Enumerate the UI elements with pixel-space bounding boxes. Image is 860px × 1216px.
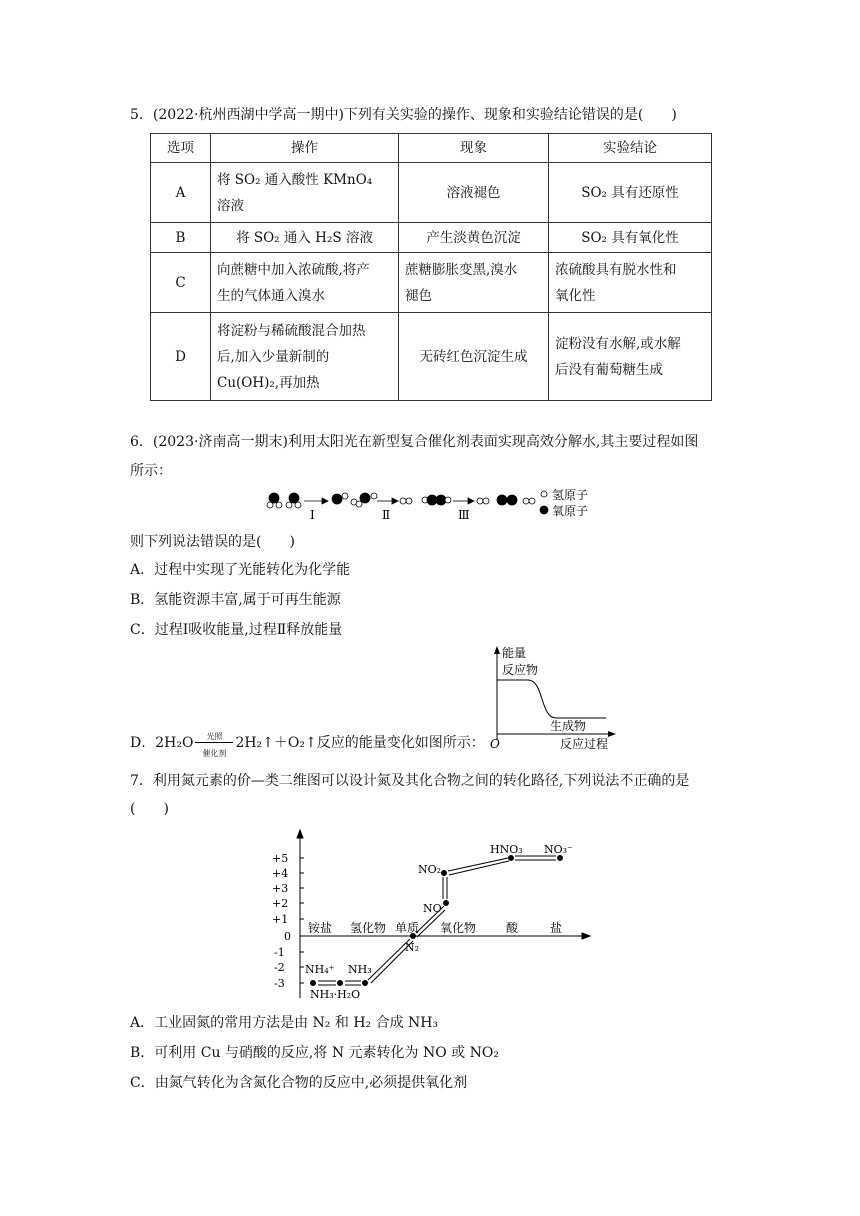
row-phenomenon: 蔗糖膨胀变黑,溴水 褪色 [399, 253, 549, 313]
species-label: HNO₃ [490, 843, 523, 856]
x-axis-label: 反应过程 [560, 737, 609, 751]
row-phenomenon: 无砖红色沉淀生成 [399, 313, 549, 401]
svg-text:-2: -2 [274, 961, 285, 974]
row-phenomenon: 产生淡黄色沉淀 [399, 223, 549, 253]
oxygen-legend-icon [540, 506, 548, 514]
reactant-label: 反应物 [502, 663, 539, 677]
category-label: 氧化物 [440, 921, 477, 935]
table-header-row [151, 134, 712, 163]
point-nh3h2o [338, 981, 343, 986]
table-row [151, 223, 712, 253]
row-conclusion: 淀粉没有水解,或水解 后没有葡萄糖生成 [549, 313, 712, 401]
svg-text:+5: +5 [272, 852, 289, 865]
header-conclusion: 实验结论 [549, 134, 712, 163]
q7-stem-line1: 7．利用氮元素的价—类二维图可以设计氮及其化合物之间的转化路径,下列说法不正确的是 [130, 773, 690, 789]
svg-text:+2: +2 [272, 897, 289, 910]
q6-option-a: A．过程中实现了光能转化为化学能 [130, 562, 351, 578]
step-label: Ⅰ [310, 508, 315, 522]
species-label: NO [423, 902, 442, 915]
species-label: NH₃·H₂O [310, 988, 361, 1001]
product-label: 生成物 [550, 719, 587, 733]
category-label: 酸 [506, 921, 519, 935]
legend-oxygen: 氧原子 [552, 504, 589, 518]
q6-option-c: C．过程Ⅰ吸收能量,过程Ⅱ释放能量 [130, 622, 343, 638]
species-label: NO₃⁻ [544, 843, 573, 856]
svg-text:+4: +4 [272, 867, 289, 880]
header-option: 选项 [151, 134, 211, 163]
header-operation: 操作 [211, 134, 399, 163]
row-operation: 向蔗糖中加入浓硫酸,将产 生的气体通入溴水 [211, 253, 399, 313]
experiment-table [150, 133, 712, 401]
q6-option-d: D．2H₂O 光照 催化剂 2H₂↑＋O₂↑反应的能量变化如图所示： [130, 732, 485, 758]
oxygen-atom [269, 493, 279, 503]
row-operation: 将 SO₂ 通入酸性 KMnO₄ 溶液 [211, 163, 399, 223]
legend-hydrogen: 氢原子 [552, 488, 589, 502]
category-label: 单质 [395, 921, 420, 935]
step-label: Ⅱ [382, 508, 391, 522]
category-label: 氢化物 [350, 921, 387, 935]
step-label: Ⅲ [458, 508, 470, 522]
hydrogen-legend-icon [541, 491, 547, 497]
point-no2 [442, 871, 447, 876]
q7-option-b: B．可利用 Cu 与硝酸的反应,将 N 元素转化为 NO 或 NO₂ [130, 1045, 499, 1061]
category-label: 铵盐 [308, 921, 333, 935]
svg-text:-3: -3 [274, 977, 285, 990]
q7-stem-line2: ( ) [130, 801, 169, 817]
table-row [151, 313, 712, 401]
row-conclusion: 浓硫酸具有脱水性和 氧化性 [549, 253, 712, 313]
origin-label: O [490, 737, 500, 751]
oxygen-atom [289, 493, 299, 503]
svg-text:-1: -1 [274, 946, 285, 959]
point-nh4 [311, 981, 316, 986]
table-row [151, 163, 712, 223]
species-label: NH₃ [348, 963, 372, 976]
row-phenomenon: 溶液褪色 [399, 163, 549, 223]
category-label: 盐 [550, 921, 563, 935]
y-axis-label: 能量 [502, 646, 527, 660]
row-option: D [151, 313, 211, 401]
q6-option-b: B．氢能资源丰富,属于可再生能源 [130, 592, 341, 608]
svg-text:0: 0 [284, 930, 291, 943]
row-conclusion: SO₂ 具有还原性 [549, 163, 712, 223]
species-label: N₂ [405, 941, 420, 954]
row-conclusion: SO₂ 具有氧化性 [549, 223, 712, 253]
row-operation: 将淀粉与稀硫酸混合加热 后,加入少量新制的 Cu(OH)₂,再加热 [211, 313, 399, 401]
point-nh3 [363, 981, 368, 986]
q6-stem-line2: 所示： [130, 463, 172, 479]
species-label: NO₂ [418, 863, 442, 876]
q7-option-a: A．工业固氮的常用方法是由 N₂ 和 H₂ 合成 NH₃ [130, 1015, 439, 1031]
q5-stem: 5．(2022·杭州西湖中学高一期中)下列有关实验的操作、现象和实验结论错误的是( ) [130, 107, 677, 123]
water-splitting-diagram [262, 488, 602, 524]
svg-text:+3: +3 [272, 882, 289, 895]
point-hno3 [509, 856, 514, 861]
energy-profile-graph [488, 644, 628, 752]
point-no3 [558, 856, 563, 861]
point-no [444, 901, 449, 906]
row-option: B [151, 223, 211, 253]
row-option: A [151, 163, 211, 223]
q6-ask: 则下列说法错误的是( ) [130, 534, 295, 550]
svg-text:+1: +1 [272, 913, 289, 926]
q7-option-c: C．由氮气转化为含氮化合物的反应中,必须提供氧化剂 [130, 1075, 468, 1091]
nitrogen-valence-class-chart [268, 828, 598, 1006]
header-phenomenon: 现象 [399, 134, 549, 163]
row-operation: 将 SO₂ 通入 H₂S 溶液 [211, 223, 399, 253]
row-option: C [151, 253, 211, 313]
table-row [151, 253, 712, 313]
q6-stem-line1: 6．(2023·济南高一期末)利用太阳光在新型复合催化剂表面实现高效分解水,其主要过程如图 [130, 434, 699, 450]
species-label: NH₄⁺ [305, 963, 335, 976]
